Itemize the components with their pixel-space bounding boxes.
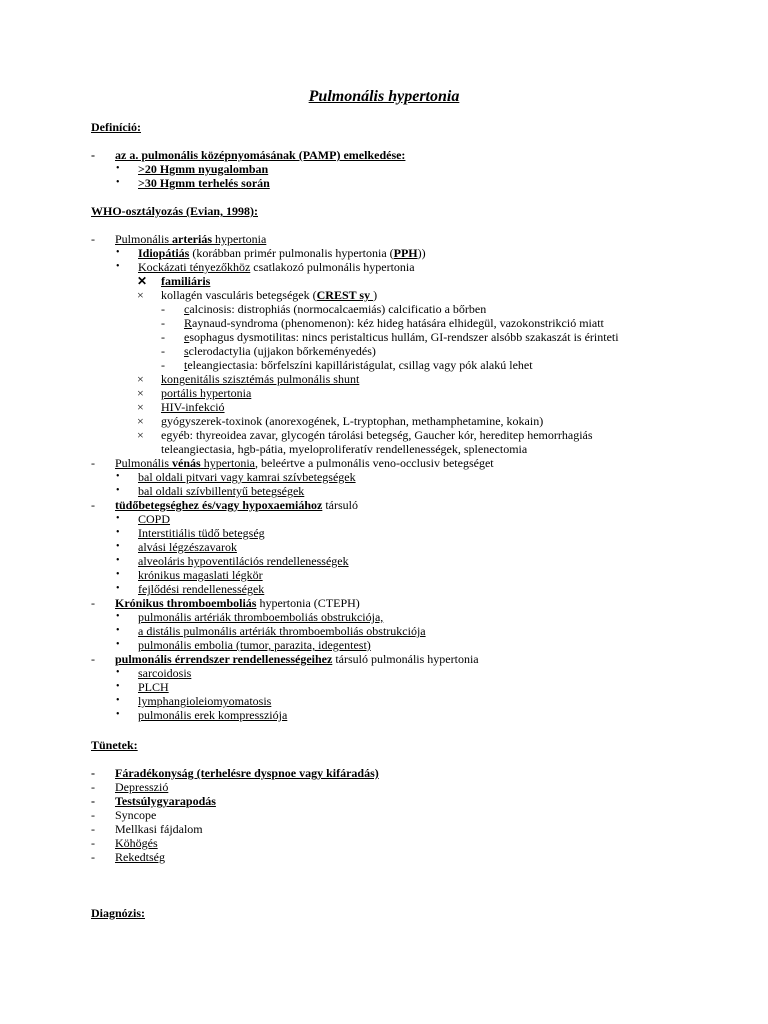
list-item: alveoláris hypoventilációs rendellenességek xyxy=(138,554,349,568)
cross-marker: × xyxy=(137,400,144,414)
definition-item: az a. pulmonális középnyomásának (PAMP) emelkedése: xyxy=(115,148,406,162)
list-item: bal oldali szívbillentyű betegségek xyxy=(138,484,305,498)
list-item: COPD xyxy=(138,512,171,526)
bullet-marker: • xyxy=(116,709,120,720)
crest-item: calcinosis: distrophiás (normocalcaemiás) calcificatio a bőrben xyxy=(184,302,487,316)
dash-marker: - xyxy=(91,836,95,850)
symptom-item: Fáradékonyság (terhelésre dyspnoe vagy kifáradás) xyxy=(115,766,379,780)
dash-marker: - xyxy=(91,794,95,808)
dash-marker: - xyxy=(91,850,95,864)
crest-item: teleangiectasia: bőrfelszíni kapilláristágulat, csillag vagy pók alakú lehet xyxy=(184,358,533,372)
symptom-item: Testsúlygyarapodás xyxy=(115,794,216,808)
list-item: lymphangioleiomyomatosis xyxy=(138,694,272,708)
list-item-continuation: teleangiectasia, hgb-pátia, myeloproliferatív rendellenességek, splenectomia xyxy=(161,442,528,456)
crest-item: Raynaud-syndroma (phenomenon): kéz hideg hatására elhidegül, vazokonstrikció miatt xyxy=(184,316,604,330)
list-item: egyéb: thyreoidea zavar, glycogén tárolási betegség, Gaucher kór, hereditер hemorrhagiás xyxy=(161,428,593,442)
dash-marker: - xyxy=(161,358,165,372)
bullet-marker: • xyxy=(116,569,120,580)
symptom-item: Rekedtség xyxy=(115,850,165,864)
list-item: kollagén vasculáris betegségek (CREST sy ) xyxy=(161,288,378,302)
bullet-marker: • xyxy=(116,485,120,496)
bullet-marker: • xyxy=(116,247,120,258)
list-item: bal oldali pitvari vagy kamrai szívbetegségek xyxy=(138,470,356,484)
page-title: Pulmonális hypertonia xyxy=(308,88,460,105)
list-item: Kockázati tényezőkhöz csatlakozó pulmonális hypertonia xyxy=(138,260,415,274)
cross-marker: × xyxy=(137,386,144,400)
symptom-item: Mellkasi fájdalom xyxy=(115,822,203,836)
bullet-marker: • xyxy=(116,513,120,524)
crest-item: sclerodactylia (ujjakon bőrkeményedés) xyxy=(184,344,376,358)
dash-marker: - xyxy=(91,596,95,610)
dash-marker: - xyxy=(161,344,165,358)
dash-marker: - xyxy=(91,232,95,246)
diagnosis-heading: Diagnózis: xyxy=(91,906,145,920)
bullet-marker: • xyxy=(116,261,120,272)
symptom-item: Köhögés xyxy=(115,836,158,850)
dash-marker: - xyxy=(91,652,95,666)
list-item: krónikus magaslati légkör xyxy=(138,568,263,582)
bullet-marker: • xyxy=(116,667,120,678)
list-item: sarcoidosis xyxy=(138,666,192,680)
cross-marker: × xyxy=(137,372,144,386)
definition-sub-item: >30 Hgmm terhelés során xyxy=(138,176,270,190)
group-lung-title: tüdőbetegséghez és/vagy hypoxaemiához társuló xyxy=(115,498,358,512)
cross-marker: × xyxy=(137,428,144,442)
dash-marker: - xyxy=(91,456,95,470)
bullet-marker: • xyxy=(116,163,120,174)
dash-marker: - xyxy=(91,148,95,162)
cross-marker: ✕ xyxy=(137,274,148,288)
dash-marker: - xyxy=(91,498,95,512)
dash-marker: - xyxy=(161,316,165,330)
dash-marker: - xyxy=(161,302,165,316)
list-item: gyógyszerek-toxinok (anorexogének, L-tryptophan, methamphetamine, kokain) xyxy=(161,414,544,428)
dash-marker: - xyxy=(161,330,165,344)
group-vascular-title: pulmonális érrendszer rendellenességeihez társuló pulmonális hypertonia xyxy=(115,652,479,666)
dash-marker: - xyxy=(91,822,95,836)
cross-marker: × xyxy=(137,414,144,428)
dash-marker: - xyxy=(91,766,95,780)
bullet-marker: • xyxy=(116,555,120,566)
bullet-marker: • xyxy=(116,695,120,706)
bullet-marker: • xyxy=(116,681,120,692)
bullet-marker: • xyxy=(116,611,120,622)
bullet-marker: • xyxy=(116,639,120,650)
list-item: kongenitális szisztémás pulmonális shunt xyxy=(161,372,360,386)
list-item: a distális pulmonális artériák thromboemboliás obstrukciója xyxy=(138,624,426,638)
bullet-marker: • xyxy=(116,177,120,188)
symptom-item: Syncope xyxy=(115,808,157,822)
bullet-marker: • xyxy=(116,625,120,636)
list-item: Interstitiális tüdő betegség xyxy=(138,526,265,540)
list-item: HIV-infekció xyxy=(161,400,225,414)
bullet-marker: • xyxy=(116,471,120,482)
definition-sub-item: >20 Hgmm nyugalomban xyxy=(138,162,269,176)
list-item: pulmonális embolia (tumor, parazita, idegentest) xyxy=(138,638,371,652)
dash-marker: - xyxy=(91,808,95,822)
who-heading: WHO-osztályozás (Evian, 1998): xyxy=(91,204,258,218)
list-item: alvási légzészavarok xyxy=(138,540,237,554)
symptom-item: Depresszió xyxy=(115,780,169,794)
group-venous-title: Pulmonális vénás hypertonia, beleértve a pulmonális veno-occlusiv betegséget xyxy=(115,456,494,470)
bullet-marker: • xyxy=(116,583,120,594)
list-item: fejlődési rendellenességek xyxy=(138,582,265,596)
bullet-marker: • xyxy=(116,527,120,538)
cross-marker: × xyxy=(137,288,144,302)
list-item: pulmonális artériák thromboemboliás obstrukciója, xyxy=(138,610,384,624)
list-item: PLCH xyxy=(138,680,169,694)
bullet-marker: • xyxy=(116,541,120,552)
list-item: portális hypertonia xyxy=(161,386,252,400)
list-item: familiáris xyxy=(161,274,211,288)
group-cteph-title: Krónikus thromboemboliás hypertonia (CTEPH) xyxy=(115,596,360,610)
dash-marker: - xyxy=(91,780,95,794)
definition-heading: Definíció: xyxy=(91,120,141,134)
symptoms-heading: Tünetek: xyxy=(91,738,138,752)
group-arterial-title: Pulmonális arteriás hypertonia xyxy=(115,232,267,246)
list-item: pulmonális erek kompressziója xyxy=(138,708,288,722)
list-item: Idiopátiás (korábban primér pulmonalis hypertonia (PPH)) xyxy=(138,246,426,260)
crest-item: esophagus dysmotilitas: nincs peristalticus hullám, GI-rendszer alsóbb szakaszát is érinteti xyxy=(184,330,619,344)
